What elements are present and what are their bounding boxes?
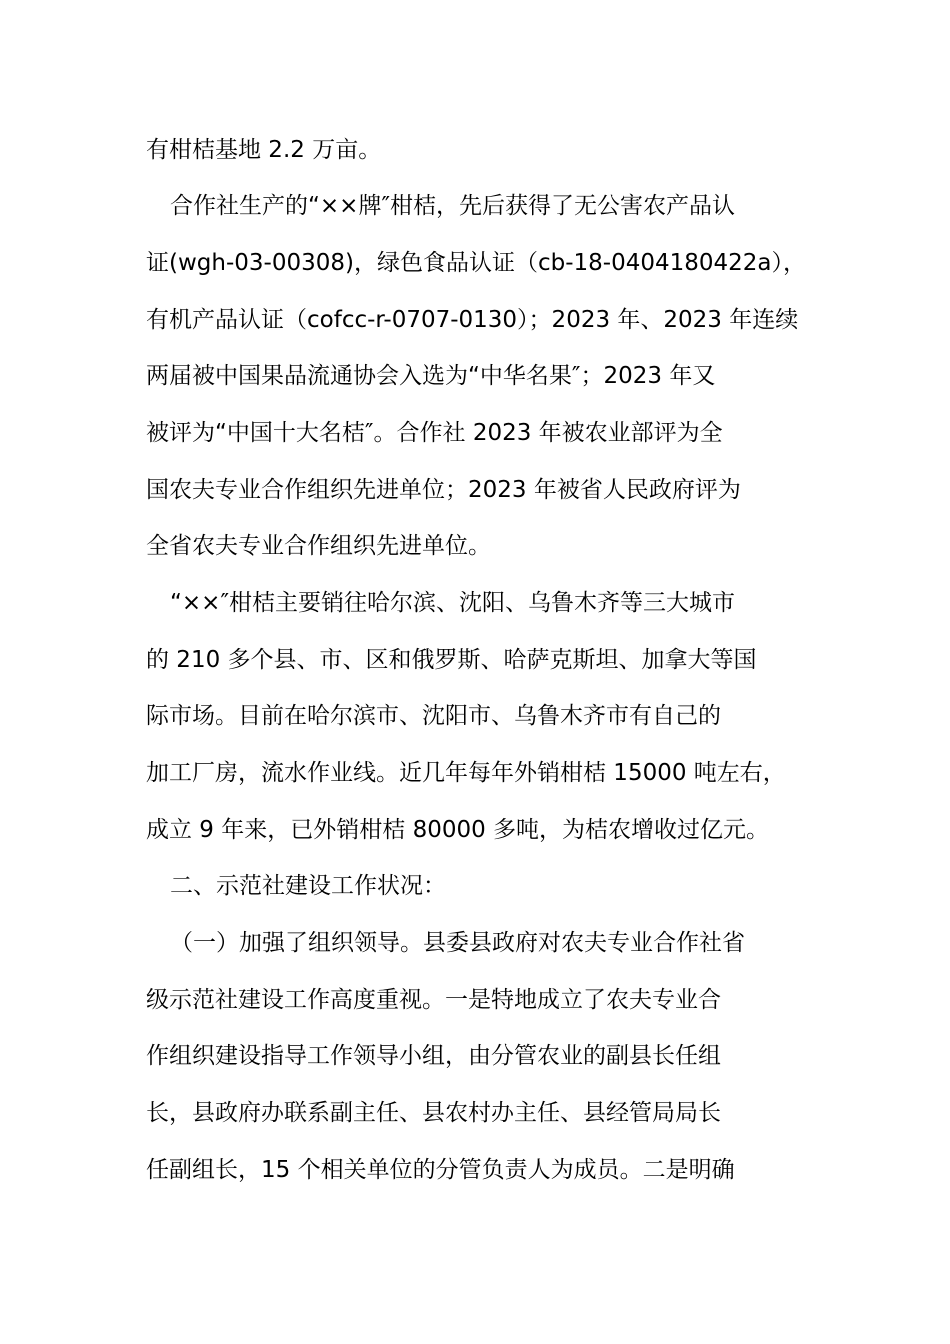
- text-line: 全省农夫专业合作组织先进单位。: [146, 533, 491, 559]
- text-line: 成立 9 年来，已外销柑桔 80000 多吨，为桔农增收过亿元。: [146, 817, 770, 843]
- text-line: 有柑桔基地 2.2 万亩。: [146, 137, 382, 163]
- text-line: “××″柑桔主要销往哈尔滨、沈阳、乌鲁木齐等三大城市: [170, 590, 736, 616]
- text-line: 作组织建设指导工作领导小组，由分管农业的副县长任组: [146, 1043, 721, 1069]
- text-line: 长，县政府办联系副主任、县农村办主任、县经管局局长: [146, 1100, 721, 1126]
- section-heading: 二、示范社建设工作状况：: [170, 873, 446, 899]
- text-line: 有机产品认证（cofcc-r-0707-0130）；2023 年、2023 年连续: [146, 307, 799, 333]
- text-line: 级示范社建设工作高度重视。一是特地成立了农夫专业合: [146, 987, 721, 1013]
- text-line: 合作社生产的“××牌″柑桔，先后获得了无公害农产品认: [170, 193, 736, 219]
- text-line: 的 210 多个县、市、区和俄罗斯、哈萨克斯坦、加拿大等国: [146, 647, 757, 673]
- text-line: 被评为“中国十大名桔″。合作社 2023 年被农业部评为全: [146, 420, 723, 446]
- text-line: 任副组长，15 个相关单位的分管负责人为成员。二是明确: [146, 1157, 735, 1183]
- text-line: 国农夫专业合作组织先进单位；2023 年被省人民政府评为: [146, 477, 741, 503]
- text-line: 加工厂房，流水作业线。近几年每年外销柑桔 15000 吨左右，: [146, 760, 786, 786]
- text-line: 证(wgh-03-00308)，绿色食品认证（cb-18-0404180422a），: [146, 250, 807, 276]
- text-line: （一）加强了组织领导。县委县政府对农夫专业合作社省: [170, 930, 745, 956]
- text-line: 际市场。目前在哈尔滨市、沈阳市、乌鲁木齐市有自己的: [146, 703, 721, 729]
- text-line: 两届被中国果品流通协会入选为“中华名果″；2023 年又: [146, 363, 716, 389]
